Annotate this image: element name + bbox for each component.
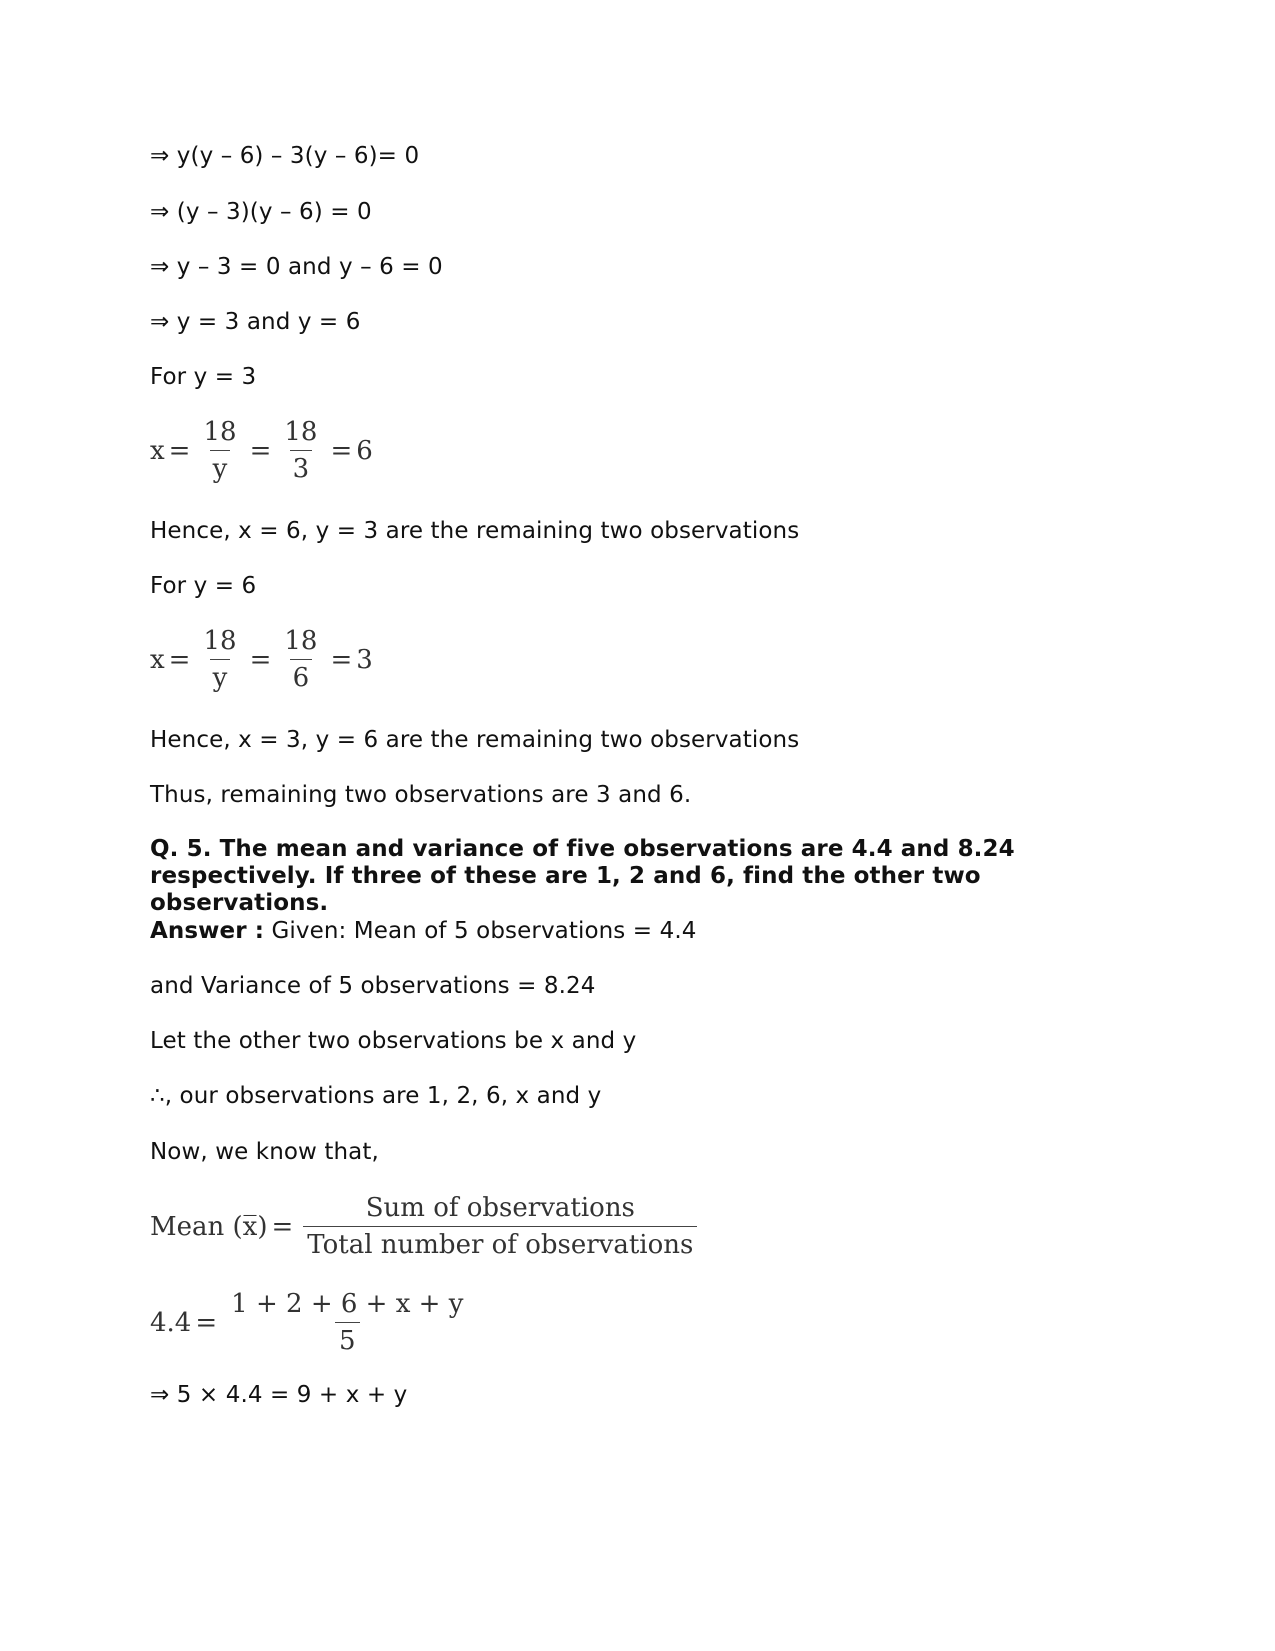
eq1-lhs: x	[150, 435, 165, 466]
final-step-line: ⇒ 5 × 4.4 = 9 + x + y	[150, 1382, 408, 1408]
step-factor-line: ⇒ y(y – 6) – 3(y – 6)= 0	[150, 143, 420, 169]
variance-given-line: and Variance of 5 observations = 8.24	[150, 973, 596, 999]
eq4-lhs: 4.4	[150, 1307, 192, 1338]
eq4-denominator: 5	[335, 1322, 360, 1359]
equation-x-for-y3	[150, 414, 373, 487]
answer-text: Given: Mean of 5 observations = 4.4	[264, 918, 697, 944]
eq1-equals-2: =	[249, 435, 272, 466]
eq2-equals-2: =	[249, 644, 272, 675]
mean-lhs: Mean (x̅)	[150, 1211, 268, 1242]
eq2-equals: =	[168, 644, 191, 675]
case-y6-line: For y = 6	[150, 573, 257, 599]
case-y3-line: For y = 3	[150, 364, 257, 390]
eq1-denominator-2: 3	[290, 450, 313, 487]
eq2-numerator-2: 18	[284, 626, 318, 656]
eq1-equals-3: =	[330, 435, 353, 466]
eq2-equals-3: =	[330, 644, 353, 675]
eq1-fraction-2	[281, 414, 320, 487]
mean-denominator: Total number of observations	[303, 1226, 697, 1263]
eq1-numerator-1: 18	[203, 417, 237, 447]
let-observations-line: Let the other two observations be x and y	[150, 1028, 637, 1054]
eq1-numerator-2: 18	[284, 417, 318, 447]
question-5: Q. 5. The mean and variance of five observations are 4.4 and 8.24 respectively. If three of these are 1, 2 and 6, find the other two observations.	[150, 836, 1015, 916]
step-zero-line: ⇒ y – 3 = 0 and y – 6 = 0	[150, 254, 443, 280]
mean-equals: =	[271, 1211, 294, 1242]
mean-fraction	[303, 1190, 697, 1263]
eq2-numerator-1: 18	[203, 626, 237, 656]
conclusion-y6-line: Hence, x = 3, y = 6 are the remaining two observations	[150, 727, 800, 753]
mean-substitution	[150, 1286, 473, 1359]
thus-line: Thus, remaining two observations are 3 and 6.	[150, 782, 692, 808]
eq4-equals: =	[195, 1307, 218, 1338]
eq4-numerator: 1 + 2 + 6 + x + y	[231, 1289, 464, 1319]
observations-list-line: ∴, our observations are 1, 2, 6, x and y	[150, 1083, 602, 1109]
eq2-fraction-2	[281, 623, 320, 696]
step-roots-line: ⇒ y = 3 and y = 6	[150, 309, 361, 335]
eq1-equals: =	[168, 435, 191, 466]
eq1-result: 6	[356, 435, 373, 466]
conclusion-y3-line: Hence, x = 6, y = 3 are the remaining two observations	[150, 518, 800, 544]
equation-x-for-y6	[150, 623, 373, 696]
eq4-fraction	[227, 1286, 467, 1359]
answer-label: Answer :	[150, 918, 265, 944]
answer-line	[150, 917, 696, 945]
eq2-denominator-1: y	[210, 659, 231, 696]
mean-numerator: Sum of observations	[365, 1193, 635, 1223]
eq2-lhs: x	[150, 644, 165, 675]
eq2-fraction-1	[200, 623, 239, 696]
step-factored-line: ⇒ (y – 3)(y – 6) = 0	[150, 199, 372, 225]
eq2-result: 3	[356, 644, 373, 675]
eq1-fraction-1	[200, 414, 239, 487]
mean-formula	[150, 1190, 703, 1263]
eq2-denominator-2: 6	[290, 659, 313, 696]
eq1-denominator-1: y	[210, 450, 231, 487]
now-we-know-line: Now, we know that,	[150, 1139, 379, 1165]
